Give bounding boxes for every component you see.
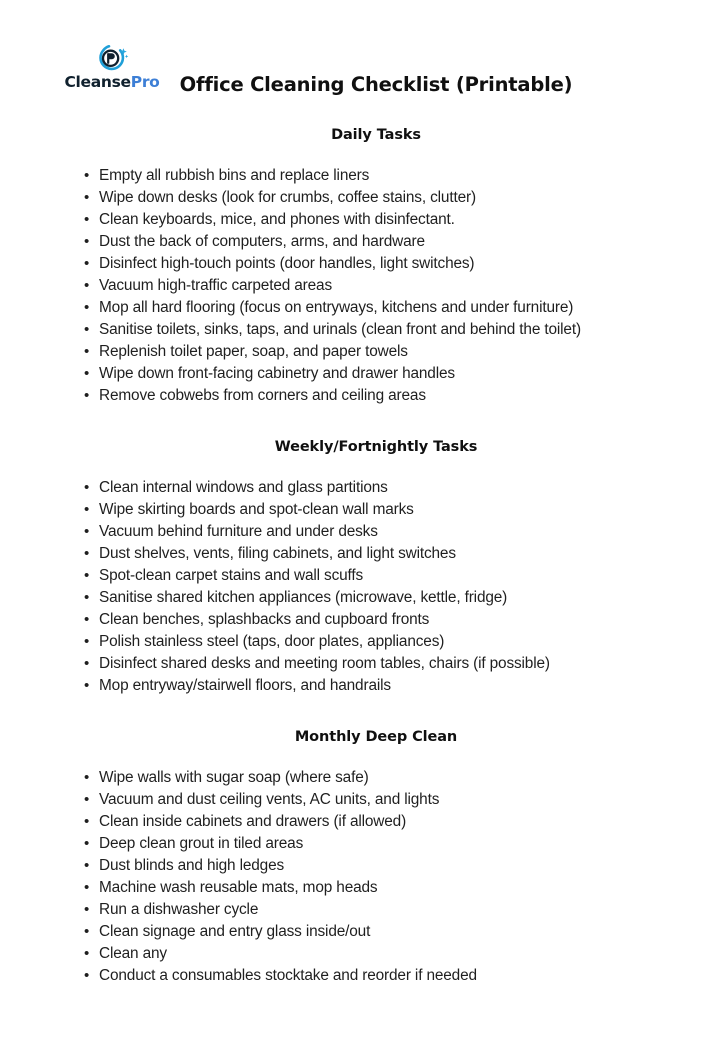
brand-name-primary: Cleanse [64, 73, 131, 91]
list-item: • Vacuum behind furniture and under desks [0, 521, 724, 543]
task-list-weekly [0, 477, 724, 697]
list-item: • Mop entryway/stairwell floors, and handrails [0, 675, 724, 697]
page-title: Office Cleaning Checklist (Printable) [179, 73, 573, 97]
list-item: • Sanitise shared kitchen appliances (microwave, kettle, fridge) [0, 587, 724, 609]
section-daily-tasks [0, 127, 724, 407]
list-item: • Vacuum high-traffic carpeted areas [0, 275, 724, 297]
list-item: • Wipe skirting boards and spot-clean wall marks [0, 499, 724, 521]
section-monthly-deep-clean [0, 729, 724, 987]
list-item: • Dust shelves, vents, filing cabinets, and light switches [0, 543, 724, 565]
task-list-daily [0, 165, 724, 407]
section-heading-weekly: Weekly/Fortnightly Tasks [274, 439, 478, 455]
list-item: • Vacuum and dust ceiling vents, AC units, and lights [0, 789, 724, 811]
list-item: • Clean signage and entry glass inside/out [0, 921, 724, 943]
list-item: • Dust blinds and high ledges [0, 855, 724, 877]
list-item: • Polish stainless steel (taps, door plates, appliances) [0, 631, 724, 653]
list-item: • Dust the back of computers, arms, and hardware [0, 231, 724, 253]
list-item: • Replenish toilet paper, soap, and paper towels [0, 341, 724, 363]
list-item: • Machine wash reusable mats, mop heads [0, 877, 724, 899]
cleansepro-logo-icon [95, 44, 129, 74]
list-item: • Sanitise toilets, sinks, taps, and urinals (clean front and behind the toilet) [0, 319, 724, 341]
section-heading-monthly: Monthly Deep Clean [294, 729, 458, 745]
section-heading-daily: Daily Tasks [331, 127, 421, 143]
brand-name-secondary: Pro [130, 73, 160, 91]
list-item: • Conduct a consumables stocktake and reorder if needed [0, 965, 724, 987]
list-item: • Clean any [0, 943, 724, 965]
list-item: • Clean inside cabinets and drawers (if allowed) [0, 811, 724, 833]
document-header [0, 40, 724, 102]
list-item: • Mop all hard flooring (focus on entryways, kitchens and under furniture) [0, 297, 724, 319]
list-item: • Spot-clean carpet stains and wall scuffs [0, 565, 724, 587]
list-item: • Clean internal windows and glass partitions [0, 477, 724, 499]
section-weekly-tasks [0, 439, 724, 697]
list-item: • Wipe down front-facing cabinetry and drawer handles [0, 363, 724, 385]
list-item: • Wipe walls with sugar soap (where safe) [0, 767, 724, 789]
list-item: • Remove cobwebs from corners and ceiling areas [0, 385, 724, 407]
list-item: • Disinfect shared desks and meeting room tables, chairs (if possible) [0, 653, 724, 675]
list-item: • Wipe down desks (look for crumbs, coffee stains, clutter) [0, 187, 724, 209]
list-item: • Empty all rubbish bins and replace liners [0, 165, 724, 187]
task-list-monthly [0, 767, 724, 987]
list-item: • Disinfect high-touch points (door handles, light switches) [0, 253, 724, 275]
list-item: • Clean benches, splashbacks and cupboard fronts [0, 609, 724, 631]
list-item: • Clean keyboards, mice, and phones with disinfectant. [0, 209, 724, 231]
list-item: • Deep clean grout in tiled areas [0, 833, 724, 855]
list-item: • Run a dishwasher cycle [0, 899, 724, 921]
document-page [0, 40, 724, 1064]
